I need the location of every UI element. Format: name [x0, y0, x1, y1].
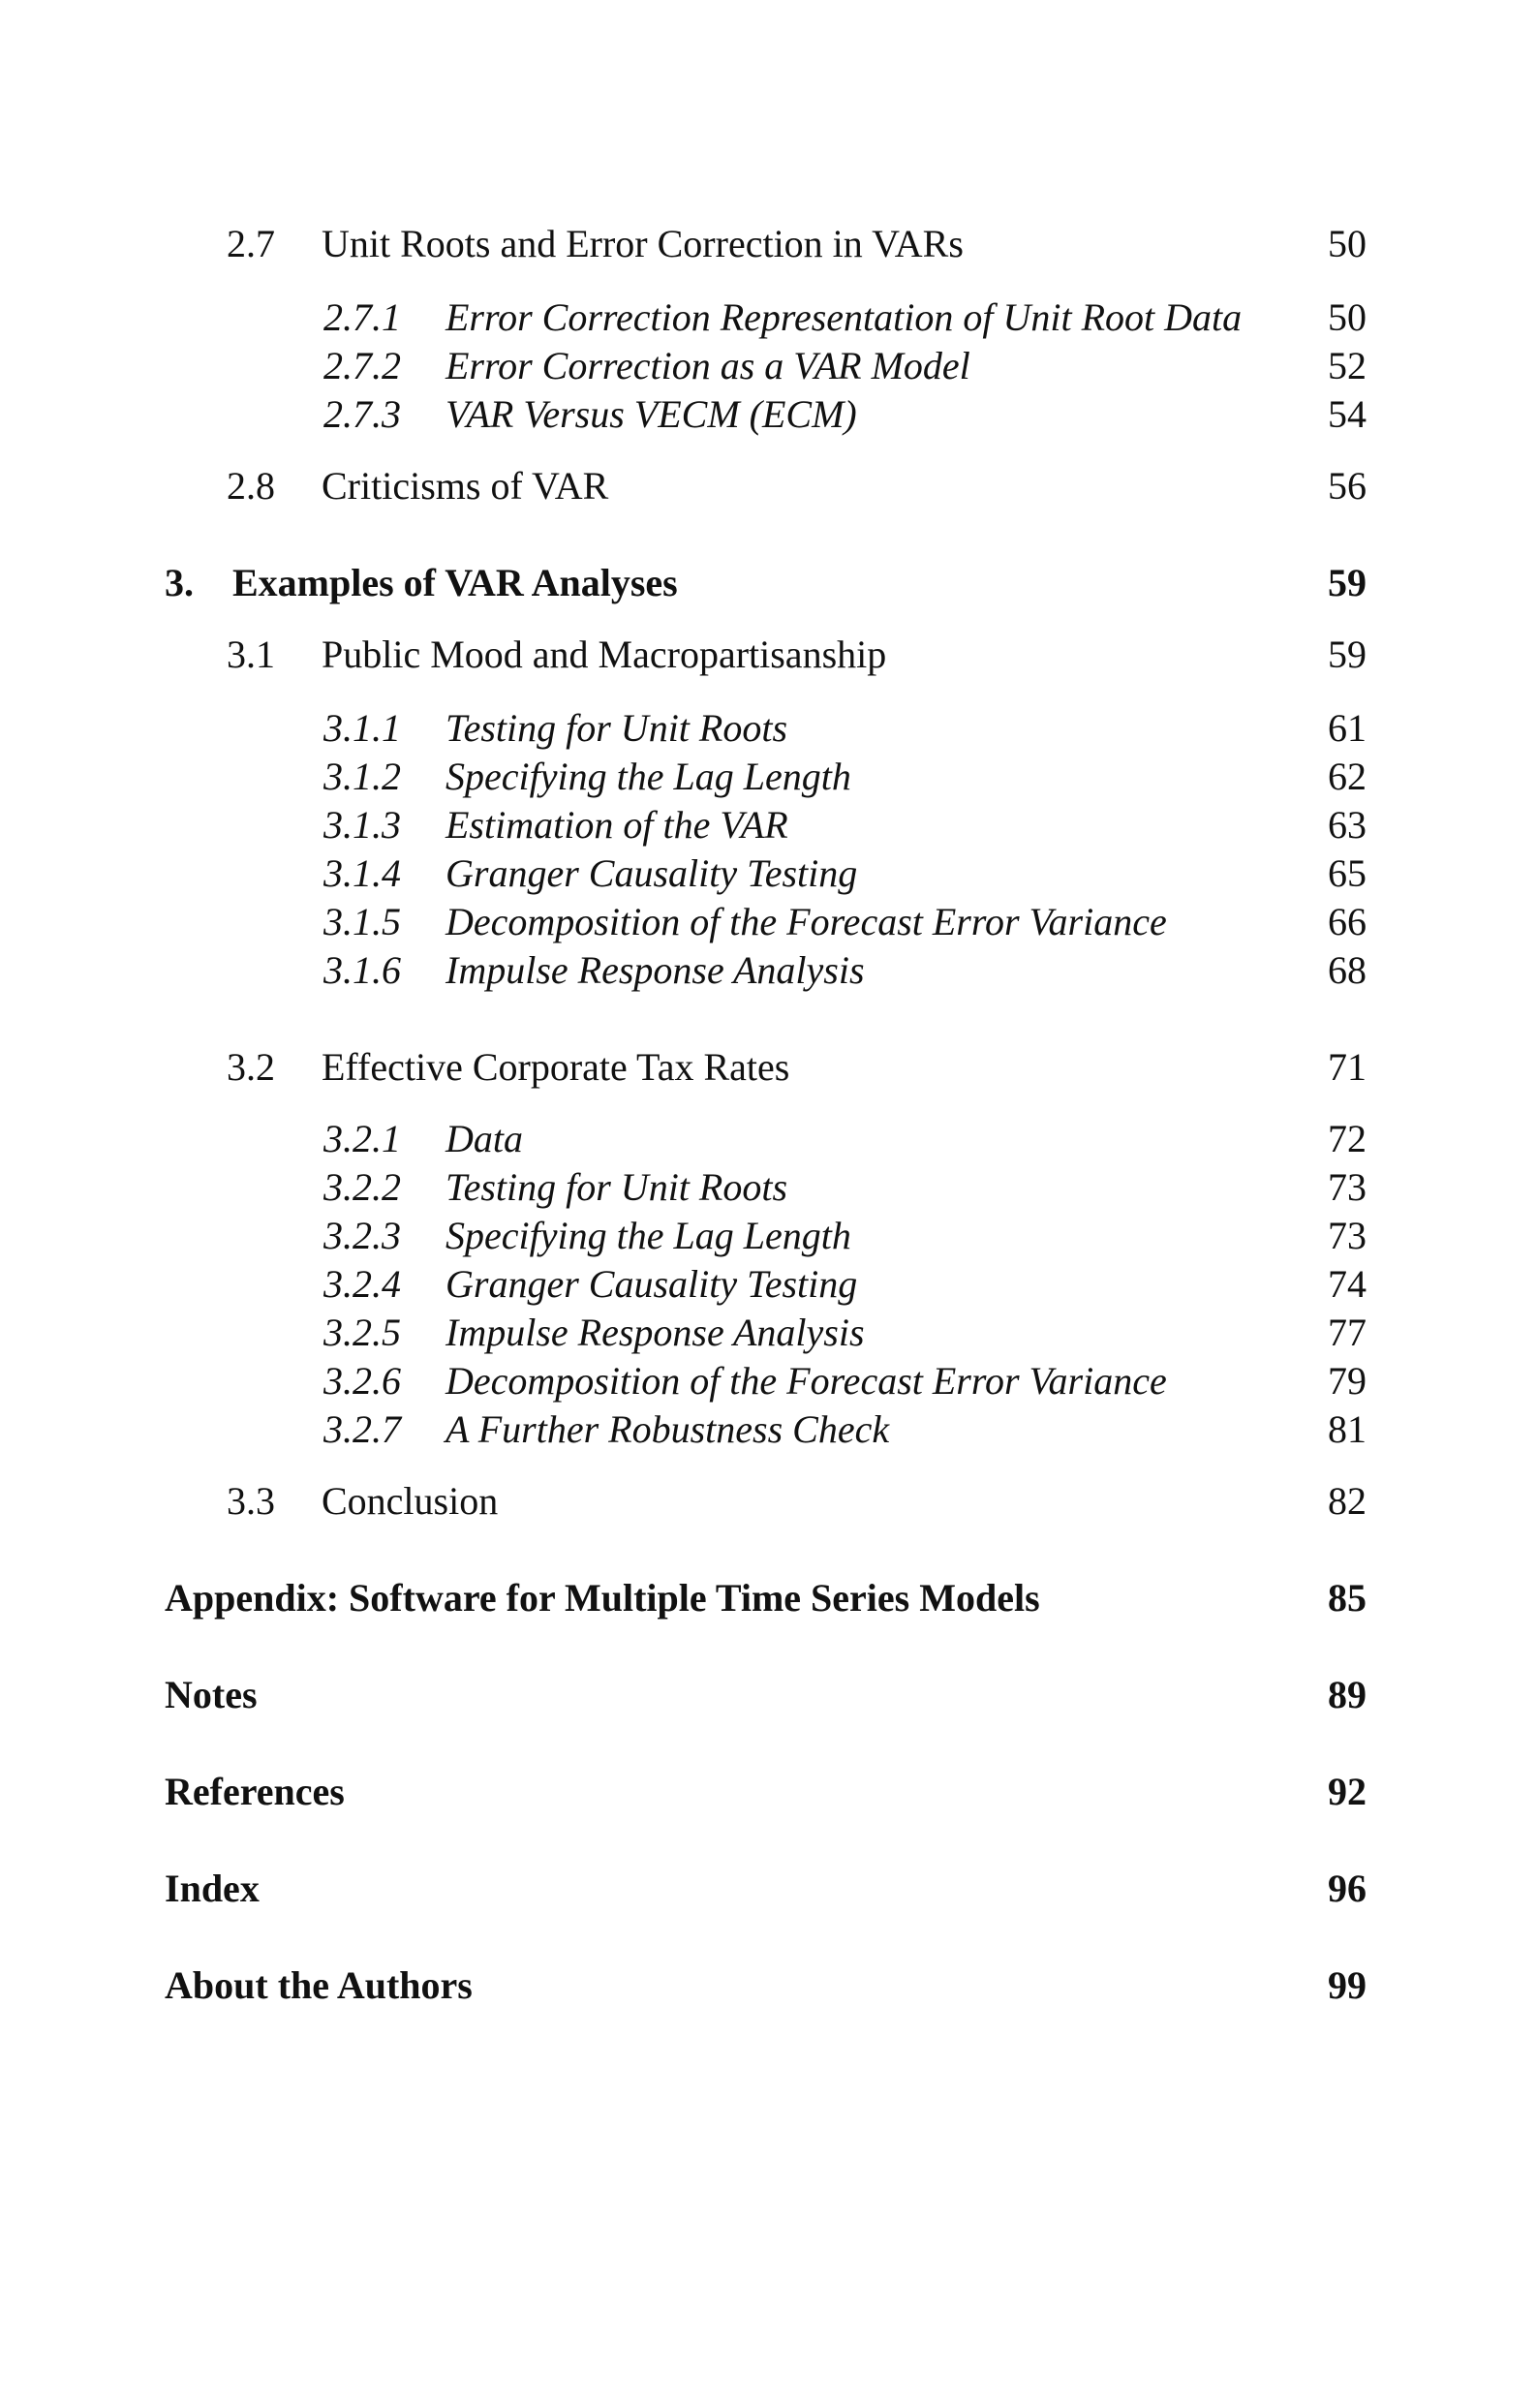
chapter-number: 3.	[165, 561, 194, 604]
subsection-number: 3.2.1	[323, 1117, 401, 1160]
page-number: 61	[1328, 706, 1367, 750]
section-number: 3.3	[227, 1479, 275, 1523]
page-number: 82	[1328, 1479, 1367, 1523]
chapter-title: Examples of VAR Analyses	[232, 561, 678, 604]
section-number: 3.2	[227, 1045, 275, 1089]
subsection-number: 3.2.7	[323, 1407, 401, 1451]
subsection-title: Data	[445, 1117, 523, 1160]
section-title: Public Mood and Macropartisanship	[322, 633, 887, 676]
page-number: 73	[1328, 1165, 1367, 1209]
subsection-number: 3.2.2	[323, 1165, 401, 1209]
subsection-title: Impulse Response Analysis	[445, 1311, 865, 1354]
page-number: 66	[1328, 900, 1367, 943]
subsection-number: 3.1.6	[323, 948, 401, 992]
section-title: Unit Roots and Error Correction in VARs	[322, 222, 964, 265]
back-matter-title: References	[165, 1770, 345, 1813]
page-number: 73	[1328, 1214, 1367, 1257]
subsection-title: Testing for Unit Roots	[445, 706, 788, 750]
subsection-title: Decomposition of the Forecast Error Variance	[445, 1359, 1167, 1403]
section-number: 2.8	[227, 464, 275, 508]
page-number: 59	[1328, 561, 1367, 604]
page-number: 99	[1328, 1963, 1367, 2007]
subsection-title: Estimation of the VAR	[445, 803, 788, 847]
page-number: 59	[1328, 633, 1367, 676]
page-number: 81	[1328, 1407, 1367, 1451]
subsection-title: Impulse Response Analysis	[445, 948, 865, 992]
subsection-number: 3.1.2	[323, 755, 401, 798]
subsection-title: Specifying the Lag Length	[445, 755, 851, 798]
section-title: Effective Corporate Tax Rates	[322, 1045, 790, 1089]
subsection-number: 3.1.1	[323, 706, 401, 750]
page-number: 52	[1328, 344, 1367, 387]
page-number: 89	[1328, 1673, 1367, 1716]
back-matter-title: Index	[165, 1867, 260, 1910]
page-number: 50	[1328, 222, 1367, 265]
subsection-number: 2.7.3	[323, 392, 401, 436]
subsection-title: Granger Causality Testing	[445, 851, 858, 895]
page-number: 96	[1328, 1867, 1367, 1910]
subsection-number: 3.1.5	[323, 900, 401, 943]
subsection-number: 3.2.4	[323, 1262, 401, 1306]
subsection-number: 3.2.3	[323, 1214, 401, 1257]
page-number: 63	[1328, 803, 1367, 847]
back-matter-title: About the Authors	[165, 1963, 473, 2007]
page-number: 65	[1328, 851, 1367, 895]
section-title: Conclusion	[322, 1479, 499, 1523]
page-number: 71	[1328, 1045, 1367, 1089]
page-number: 77	[1328, 1311, 1367, 1354]
page-number: 54	[1328, 392, 1367, 436]
page-number: 85	[1328, 1576, 1367, 1620]
back-matter-title: Notes	[165, 1673, 258, 1716]
back-matter-title: Appendix: Software for Multiple Time Series Models	[165, 1576, 1040, 1620]
subsection-number: 3.1.3	[323, 803, 401, 847]
subsection-number: 3.1.4	[323, 851, 401, 895]
subsection-title: Decomposition of the Forecast Error Variance	[445, 900, 1167, 943]
subsection-number: 3.2.5	[323, 1311, 401, 1354]
subsection-number: 2.7.1	[323, 295, 401, 339]
subsection-title: A Further Robustness Check	[445, 1407, 890, 1451]
subsection-number: 3.2.6	[323, 1359, 401, 1403]
subsection-title: Granger Causality Testing	[445, 1262, 858, 1306]
page-number: 56	[1328, 464, 1367, 508]
page-number: 62	[1328, 755, 1367, 798]
section-title: Criticisms of VAR	[322, 464, 609, 508]
page-number: 72	[1328, 1117, 1367, 1160]
subsection-number: 2.7.2	[323, 344, 401, 387]
page-number: 92	[1328, 1770, 1367, 1813]
page-number: 68	[1328, 948, 1367, 992]
section-number: 3.1	[227, 633, 275, 676]
subsection-title: Error Correction as a VAR Model	[445, 344, 970, 387]
page-number: 79	[1328, 1359, 1367, 1403]
page-number: 50	[1328, 295, 1367, 339]
subsection-title: VAR Versus VECM (ECM)	[445, 392, 857, 436]
page-number: 74	[1328, 1262, 1367, 1306]
subsection-title: Testing for Unit Roots	[445, 1165, 788, 1209]
section-number: 2.7	[227, 222, 275, 265]
subsection-title: Error Correction Representation of Unit Root Data	[445, 295, 1243, 339]
subsection-title: Specifying the Lag Length	[445, 1214, 851, 1257]
